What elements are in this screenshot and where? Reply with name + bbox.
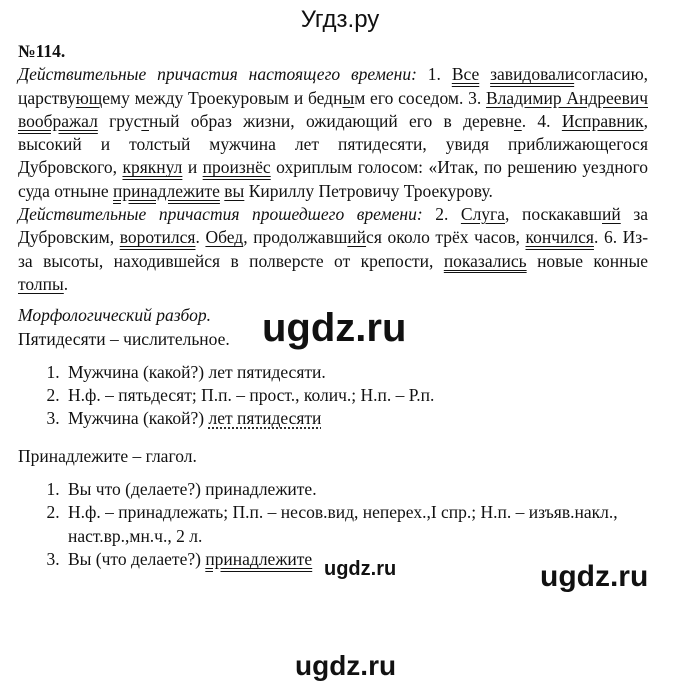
subject: Обед [205,227,244,248]
section-present-participles: Действительные причастия настоящего времени: 1. Все завидовалисогласию, царствующему между Троекуровым и бедным его соседом. 3. Владимир Андреевич воображал грустный образ жизни, ожидающий его в деревне. 4. Исправник, высокий и толстый мужчина лет пятидесяти, увидя приближающегося Дубровского, крякнул и произнёс охриплым голосом: «Итак, по решению уездного суда отныне принадлежите вы Кириллу Петровичу Троекурову. [18,64,649,201]
section-heading: Действительные причастия прошедшего времени: [18,204,423,225]
word2-title: Принадлежите – глагол. [18,445,197,466]
predicate: кончился [525,227,594,248]
word1-analysis-list [18,361,648,431]
watermark: ugdz.ru [262,306,407,350]
subject: вы [224,180,245,201]
site-title: Угдз.ру [300,6,380,33]
list-item: 2. Н.ф. – пятьдесят; П.п. – прост., колич.; Н.п. – Р.п. [64,384,648,407]
list-item: 2. Н.ф. – принадлежать; П.п. – несов.вид, неперех.,I спр.; Н.п. – изъяв.накл., наст.вр.,мн.ч., 2 л. [64,501,648,548]
list-item: 3. Мужчина (какой?) лет пятидесяти [64,407,648,430]
morph-heading: Морфологический разбор. [18,305,211,326]
watermark: ugdz.ru [324,558,397,580]
verb-predicate: завидовали [490,64,575,85]
subject: Исправник [561,110,644,131]
predicate: принадлежите [113,180,220,201]
subject: Владимир Андреевич [485,87,648,108]
watermark: ugdz.ru [540,560,649,593]
pronoun-subject: Все [451,64,480,85]
predicate: крякнул [122,157,183,178]
list-item: 1. Мужчина (какой?) лет пятидесяти. [64,361,648,384]
subject: толпы [18,273,64,294]
watermark: ugdz.ru [295,650,397,681]
participle-suffix: ий [347,227,367,248]
predicate: воображал [18,110,98,131]
word1-title: Пятидесяти – числительное. [18,328,230,349]
list-item: 3. Вы (что делаете?) принадлежите [64,548,648,571]
list-item: 1. Вы что (делаете?) принадлежите. [64,478,648,501]
section-past-participles: Действительные причастия прошедшего времени: 2. Слуга, поскакавший за Дубровским, воротился. Обед, продолжавшийся около трёх часов, кончился. 6. Из-за высоты, находившейся в полверсте от крепости, показались новые конные толпы. [18,204,649,294]
participle-suffix: ющ [75,87,103,108]
predicate: показались [443,250,527,271]
section-heading: Действительные причастия настоящего времени: [18,64,417,85]
subject: Слуга [460,204,506,225]
predicate: воротился [119,227,196,248]
participle-suffix: ий [602,204,621,225]
task-number: №114. [18,41,66,61]
predicate: произнёс [202,157,271,178]
